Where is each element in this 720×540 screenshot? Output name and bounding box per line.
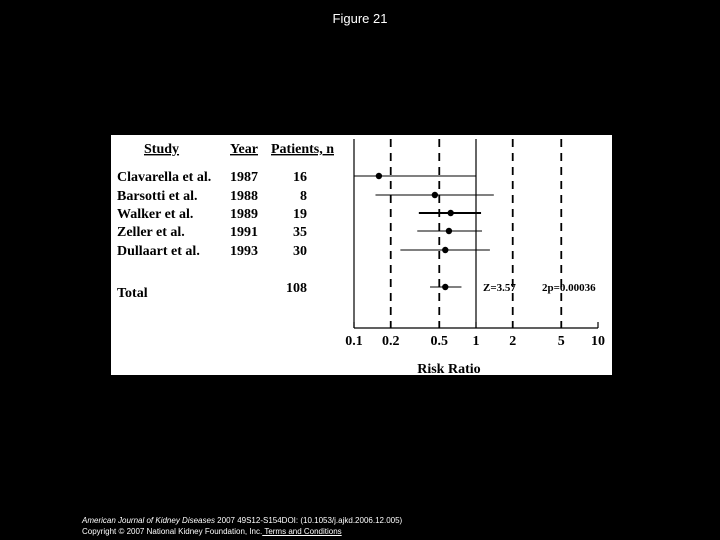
point-estimate xyxy=(432,192,438,198)
x-tick-label: 0.2 xyxy=(381,334,400,349)
table-rows xyxy=(117,170,307,301)
point-estimate xyxy=(376,173,382,179)
citation-text: 2007 49S12-S154DOI: (10.1053/j.ajkd.2006.12.005) xyxy=(214,516,403,525)
copyright-text: Copyright © 2007 National Kidney Foundation, Inc. xyxy=(82,527,263,536)
footer-citation-line xyxy=(82,515,402,526)
x-tick-label: 0.1 xyxy=(345,334,363,349)
forest-plot-panel xyxy=(111,135,612,375)
study-year: 1988 xyxy=(230,189,258,204)
study-name: Barsotti et al. xyxy=(117,189,198,204)
study-year: 1989 xyxy=(230,207,258,222)
study-patients: 19 xyxy=(293,207,307,222)
terms-link[interactable]: Terms and Conditions xyxy=(262,527,342,536)
point-estimate xyxy=(447,210,453,216)
study-name: Clavarella et al. xyxy=(117,170,212,185)
x-tick-label: 0.5 xyxy=(430,334,449,349)
plot-area xyxy=(345,139,605,375)
study-name: Zeller et al. xyxy=(117,225,185,240)
point-estimate xyxy=(442,247,448,253)
header-year: Year xyxy=(230,142,258,157)
study-year: 1993 xyxy=(230,244,258,259)
x-tick-label: 2 xyxy=(509,334,517,349)
x-tick-label: 5 xyxy=(557,334,565,349)
study-patients: 8 xyxy=(300,189,307,204)
header-patients: Patients, n xyxy=(271,142,334,157)
x-tick-label: 1 xyxy=(472,334,480,349)
x-tick-label: 10 xyxy=(591,334,605,349)
footer-copyright-line xyxy=(82,526,402,537)
study-year: 1987 xyxy=(230,170,258,185)
study-patients: 16 xyxy=(293,170,307,185)
total-label: Total xyxy=(117,286,148,301)
z-statistic-label: Z=3.57 xyxy=(483,282,516,294)
figure-title: Figure 21 xyxy=(332,11,388,26)
study-year: 1991 xyxy=(230,225,258,240)
forest-plot-svg xyxy=(111,135,612,375)
total-patients: 108 xyxy=(286,281,307,296)
footer xyxy=(82,515,402,537)
x-axis-label: Risk Ratio xyxy=(417,362,481,375)
journal-name: American Journal of Kidney Diseases xyxy=(82,516,215,525)
study-patients: 35 xyxy=(293,225,307,240)
study-name: Walker et al. xyxy=(117,207,194,222)
pooled-estimate xyxy=(442,284,448,290)
point-estimate xyxy=(446,228,452,234)
header-study: Study xyxy=(144,142,180,157)
p-value-label: 2p=0.00036 xyxy=(542,282,596,294)
study-name: Dullaart et al. xyxy=(117,244,200,259)
study-patients: 30 xyxy=(293,244,307,259)
